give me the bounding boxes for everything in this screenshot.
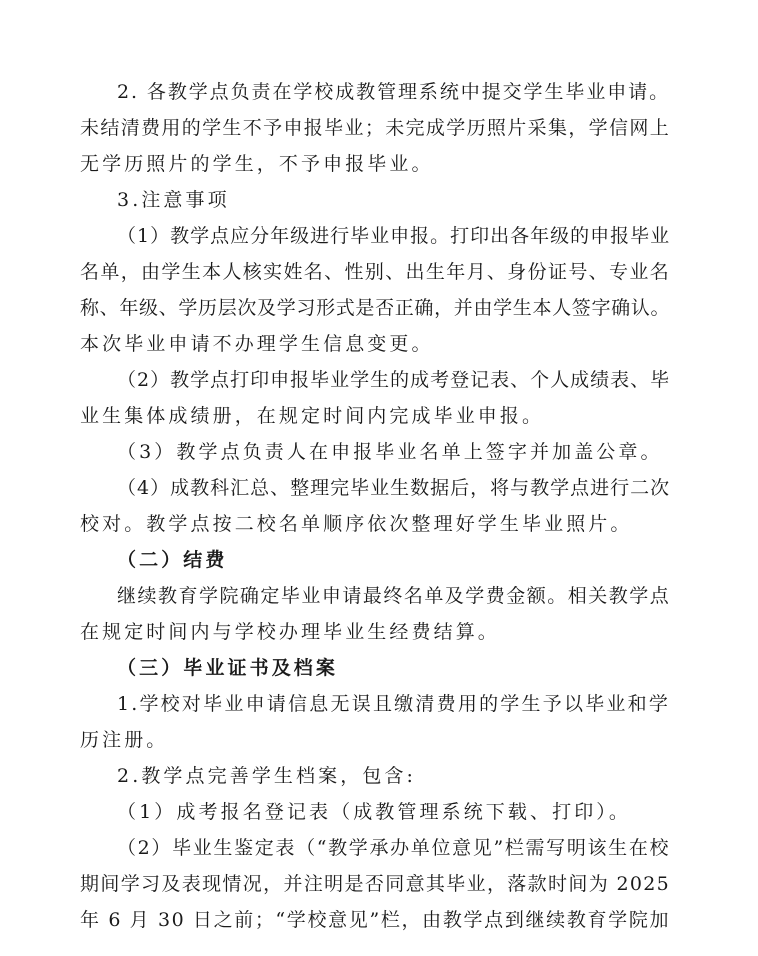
paragraph-line: （2）毕业生鉴定表（“教学承办单位意见”栏需写明该生在校: [117, 837, 670, 859]
paragraph-line: 期间学习及表现情况，并注明是否同意其毕业，落款时间为 2025: [80, 873, 670, 895]
paragraph-line: （2）教学点打印申报毕业学生的成考登记表、个人成绩表、毕: [117, 369, 670, 391]
paragraph-line: （4）成教科汇总、整理完毕业生数据后，将与教学点进行二次: [117, 477, 670, 499]
paragraph-line: 年 6 月 30 日之前；“学校意见”栏，由教学点到继续教育学院加: [80, 909, 670, 931]
section-heading: （二）结费: [117, 549, 228, 571]
paragraph-line: （1）教学点应分年级进行毕业申报。打印出各年级的申报毕业: [117, 225, 670, 247]
paragraph-line: （3）教学点负责人在申报毕业名单上签字并加盖公章。: [117, 441, 663, 463]
paragraph-line: 本次毕业申请不办理学生信息变更。: [80, 333, 434, 355]
paragraph-line: 历注册。: [80, 729, 169, 751]
paragraph-line: 2.教学点完善学生档案，包含:: [117, 765, 417, 787]
paragraph-line: 继续教育学院确定毕业申请最终名单及学费金额。相关教学点: [117, 585, 670, 607]
paragraph-line: 在规定时间内与学校办理毕业生经费结算。: [80, 621, 500, 643]
paragraph-line: 称、年级、学历层次及学习形式是否正确，并由学生本人签字确认。: [80, 297, 670, 319]
paragraph-line: 业生集体成绩册，在规定时间内完成毕业申报。: [80, 405, 545, 427]
paragraph-line: 2. 各教学点负责在学校成教管理系统中提交学生毕业申请。: [117, 81, 670, 103]
section-heading: 3.注意事项: [117, 189, 230, 211]
paragraph-line: 无学历照片的学生，不予申报毕业。: [80, 153, 434, 175]
paragraph-line: 校对。教学点按二校名单顺序依次整理好学生毕业照片。: [80, 513, 633, 535]
section-heading: （三）毕业证书及档案: [117, 657, 339, 679]
paragraph-line: 名单，由学生本人核实姓名、性别、出生年月、身份证号、专业名: [80, 261, 670, 283]
paragraph-line: 1.学校对毕业申请信息无误且缴清费用的学生予以毕业和学: [117, 693, 670, 715]
paragraph-line: 未结清费用的学生不予申报毕业；未完成学历照片采集，学信网上: [80, 117, 670, 139]
paragraph-line: （1）成考报名登记表（成教管理系统下载、打印）。: [117, 801, 631, 823]
